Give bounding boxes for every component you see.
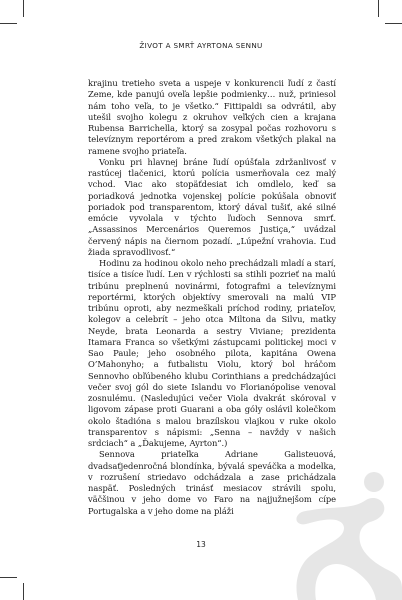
crop-mark-top-left-h: [0, 23, 17, 24]
paragraph-1: krajinu tretieho sveta a uspeje v konkurencii ľudí z častí Zeme, kde panujú oveľa lepšie podmienky… nuž, priniesol nám toho veľa, to je všetko.“ Fittipaldi sa odvrátil, aby utešil svojho kolegu z okruhov veľkých cien a krajana Rubensa Barrichella, ktorý sa zosypal počas rozhovoru s televíznym reportérom a pred zrakom všetkých plakal na ramene svojho priateľa.: [88, 78, 336, 156]
body-text: [88, 78, 336, 517]
paragraph-4: Sennova priateľka Adriane Galisteuová, dvadsaťjedenročná blondínka, bývalá speváčka a modelka, v rozrušení striedavo odchádzala a zase prichádzala naspäť. Posledných trinásť mesiacov strávili spolu, väčšinou v jeho dome vo Faro na najjužnejšom cípe Portugalska a v jeho dome na pláži: [88, 449, 336, 516]
publisher-watermark-figure: [292, 470, 402, 600]
crop-mark-bottom-left-h: [0, 577, 17, 578]
paragraph-3: Hodinu za hodinou okolo neho prechádzali mladí a starí, tisíce a tisíce ľudí. Len v rýchlosti sa stihli pozrieť na malú tribúnu preplnenú novinármi, fotografmi a televíznymi reportérmi, ktorých objektívy smerovali na malú VIP tribúnu oproti, aby nezmeškali príchod rodiny, priateľov, kolegov a celebrít – jeho otca Miltona da Silvu, matky Neyde, brata Leonarda a sestry Viviane; prezidenta Itamara Franca so všetkými zástupcami politickej moci v Sao Paule; jeho osobného pilota, kapitána Owena O’Mahonyho; a futbalistu Violu, ktorý bol hráčom Sennovho obľúbeného klubu Corinthians a predchádzajúci večer svoj gól do siete Islandu vo Florianópolise venoval zosnulému. (Nasledujúci večer Viola dvakrát skóroval v ligovom zápase proti Guarani a oba góly oslávil kolečkom okolo štadióna s malou brazílskou vlajkou v ruke okolo transparentov s nápismi: „Senna – navždy v našich srdciach“ a „Ďakujeme, Ayrton“.): [88, 258, 336, 448]
running-head-title: ŽIVOT A SMRŤ AYRTONA SENNU: [139, 41, 263, 50]
crop-mark-top-right-h: [385, 23, 402, 24]
crop-mark-top-left-v: [23, 0, 24, 17]
crop-mark-bottom-left-v: [23, 583, 24, 600]
paragraph-2: Vonku pri hlavnej bráne ľudí opúšťala zdržanlivosť v rastúcej tlačenici, ktorú polícia usmerňovala cez malý vchod. Viac ako stopäťdesiat ich omdlelo, keď sa poriadková jednotka vojenskej polície pokúšala obnoviť poriadok pod transparentom, ktorý dával tušiť, aké silné emócie vyvolala v týchto ľuďoch Sennova smrť. „Assassinos Mercenários Queremos Justiça,“ uvádzal červený nápis na čiernom pozadí. „Lúpežní vrahovia. Ľud žiada spravodlivosť.“: [88, 156, 336, 257]
crop-mark-top-right-v: [378, 0, 379, 17]
page-number: 13: [196, 540, 206, 549]
